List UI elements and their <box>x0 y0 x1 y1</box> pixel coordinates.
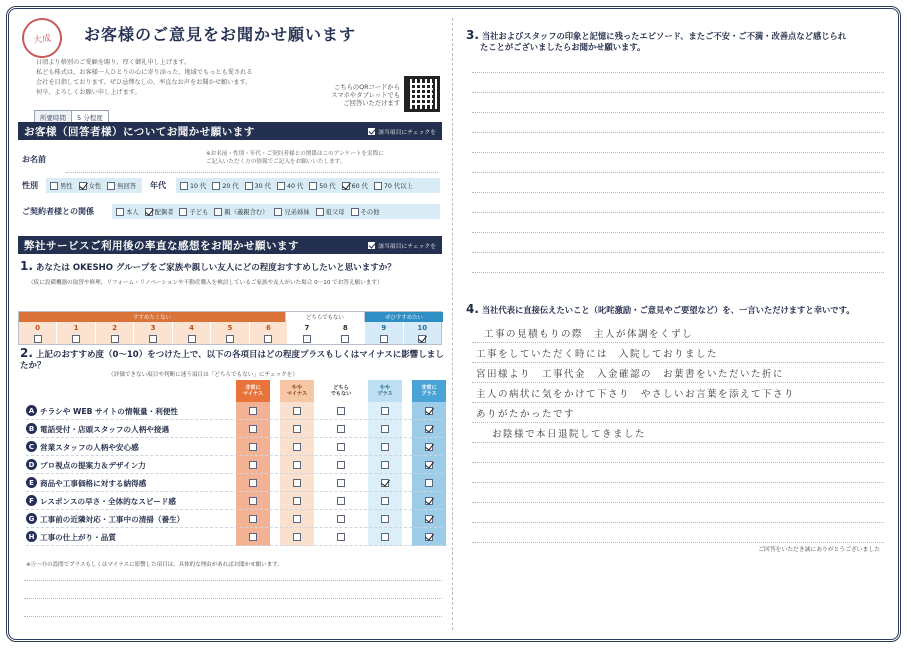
matrix-row <box>26 402 442 420</box>
scale-number: 6 <box>266 323 271 332</box>
answer-line[interactable] <box>472 362 884 363</box>
relation-checkbox[interactable] <box>145 208 153 216</box>
checkbox-icon <box>368 242 375 249</box>
matrix-column-header: 非常に プラス <box>412 380 446 402</box>
name-note <box>206 150 384 166</box>
age-option[interactable] <box>374 181 413 190</box>
row-label: 商品や工事価格に対する納得感 <box>40 479 147 488</box>
matrix-cell[interactable] <box>412 492 446 510</box>
scale-number: 9 <box>381 323 387 332</box>
answer-line[interactable] <box>472 482 884 483</box>
reason-line[interactable] <box>24 616 442 617</box>
matrix-cell[interactable] <box>412 456 446 474</box>
relation-option-label: 兄弟姉妹 <box>284 209 310 216</box>
intro-line: 日頃より格別のご愛顧を賜り、厚く御礼申し上げます。 <box>36 59 191 66</box>
matrix-cell[interactable] <box>280 420 314 438</box>
handwritten-line: お陰様で本日退院してきました <box>492 429 647 440</box>
matrix-cell[interactable] <box>280 510 314 528</box>
matrix-checkbox[interactable] <box>293 407 301 415</box>
matrix-checkbox[interactable] <box>425 407 433 415</box>
row-badge: H <box>26 531 37 542</box>
age-checkbox[interactable] <box>212 182 220 190</box>
matrix-checkbox[interactable] <box>249 497 257 505</box>
answer-line[interactable] <box>472 172 884 173</box>
gender-option-label: 無回答 <box>117 183 137 190</box>
scale-checkbox[interactable] <box>111 335 119 343</box>
impact-matrix <box>26 366 442 556</box>
age-checkbox[interactable] <box>309 182 317 190</box>
matrix-cell[interactable] <box>280 528 314 546</box>
relation-option[interactable] <box>316 207 345 216</box>
answer-line[interactable] <box>472 422 884 423</box>
scale-number: 5 <box>227 323 233 332</box>
check-note <box>368 127 436 136</box>
row-badge: G <box>26 513 37 524</box>
matrix-column-header: やや プラス <box>368 380 402 402</box>
q1-note: （仮に設備機器の取替や修理、リフォーム・リノベーションや不動産購入を検討しているご家族や友人がいた場合 0〜10 でお答え願います） <box>28 280 383 286</box>
check-note-text: 該当項目にチェックを <box>378 243 436 250</box>
scale-cells <box>19 322 441 344</box>
gender-option-label: 男性 <box>60 183 73 190</box>
q1-number: 1. <box>20 259 33 273</box>
matrix-row <box>26 510 442 528</box>
matrix-checkbox[interactable] <box>249 479 257 487</box>
qr-code-icon[interactable] <box>404 76 440 112</box>
q3-number: 3. <box>466 28 479 42</box>
age-option-label: 70 代以上 <box>383 183 413 190</box>
matrix-checkbox[interactable] <box>337 425 345 433</box>
matrix-checkbox[interactable] <box>293 515 301 523</box>
matrix-checkbox[interactable] <box>249 515 257 523</box>
matrix-checkbox[interactable] <box>381 425 389 433</box>
matrix-row <box>26 438 442 456</box>
matrix-cell[interactable] <box>236 528 270 546</box>
matrix-checkbox[interactable] <box>337 497 345 505</box>
scale-checkbox[interactable] <box>34 335 42 343</box>
q2-number: 2. <box>20 346 33 360</box>
column-divider <box>452 18 453 630</box>
intro-line: 会社を目指しております。ぜひ忌憚なしの、率直なお声をお聞かせ願います。 <box>36 79 252 86</box>
row-label: 電話受付・店頭スタッフの人柄や接遇 <box>40 425 170 434</box>
relation-checkbox[interactable] <box>316 208 324 216</box>
relation-checkbox[interactable] <box>116 208 124 216</box>
section1-header <box>18 122 442 140</box>
intro-line: 私ども株式は、お客様一人ひとりの心に寄り添った、地域でもっとも愛される <box>36 69 253 76</box>
matrix-checkbox[interactable] <box>337 443 345 451</box>
gender-checkbox[interactable] <box>50 182 58 190</box>
gender-options <box>46 178 142 193</box>
matrix-cell[interactable] <box>412 474 446 492</box>
name-label: お名前 <box>22 155 46 164</box>
scale-checkbox[interactable] <box>149 335 157 343</box>
matrix-checkbox[interactable] <box>381 461 389 469</box>
answer-line[interactable] <box>472 132 884 133</box>
company-seal: 大成 <box>19 15 64 60</box>
relation-option-label: 子ども <box>189 209 209 216</box>
answer-line[interactable] <box>472 152 884 153</box>
check-note-text: 該当項目にチェックを <box>378 129 436 136</box>
band-neutral: どちらでもない <box>285 312 365 322</box>
matrix-checkbox[interactable] <box>381 407 389 415</box>
name-note-line: ※お名前・性別・年代・ご契約者様との関係はこのアンケートを実際に <box>206 151 384 157</box>
page-title: お客様のご意見をお聞かせ願います <box>84 25 357 44</box>
row-label: 工事前の近隣対応・工事中の清掃（養生） <box>40 515 185 524</box>
gender-option[interactable] <box>107 181 136 190</box>
matrix-cell[interactable] <box>324 402 358 420</box>
age-option[interactable] <box>277 181 303 190</box>
handwritten-line: 宮田様より 工事代金 入金確認の お葉書をいただいた折に <box>476 369 785 380</box>
matrix-cell[interactable] <box>368 510 402 528</box>
gender-checkbox[interactable] <box>107 182 115 190</box>
closing-message: ご回答をいただき誠にありがとうございました <box>758 547 880 553</box>
handwritten-line: 工事の見積もりの際 主人が体調をくずし <box>484 329 694 340</box>
q4-text: 当社代表に直接伝えたいこと（叱咤激励・ご意見やご要望など）を、一言いただけますと幸いです。 <box>481 305 855 315</box>
age-option-label: 40 代 <box>286 183 304 190</box>
matrix-cell[interactable] <box>324 510 358 528</box>
relation-option[interactable] <box>179 207 208 216</box>
answer-line[interactable] <box>472 382 884 383</box>
section2-header <box>18 236 442 254</box>
matrix-checkbox[interactable] <box>425 425 433 433</box>
matrix-cell[interactable] <box>324 492 358 510</box>
age-option-label: 50 代 <box>319 183 336 190</box>
right-column <box>462 14 894 634</box>
reason-line[interactable] <box>24 580 442 581</box>
age-option-label: 30 代 <box>254 183 271 190</box>
matrix-cell[interactable] <box>368 474 402 492</box>
scale-number: 10 <box>417 323 428 332</box>
matrix-checkbox[interactable] <box>425 479 433 487</box>
matrix-checkbox[interactable] <box>425 461 433 469</box>
matrix-checkbox[interactable] <box>381 533 389 541</box>
matrix-cell[interactable] <box>280 438 314 456</box>
answer-line[interactable] <box>472 502 884 503</box>
matrix-cell[interactable] <box>412 528 446 546</box>
matrix-cell[interactable] <box>324 474 358 492</box>
matrix-cell[interactable] <box>324 456 358 474</box>
matrix-checkbox[interactable] <box>425 443 433 451</box>
q4-title <box>466 304 890 316</box>
handwritten-line: 主人の病状に気をかけて下さり やさしいお言葉を添えて下さり <box>476 389 796 400</box>
qr-instructions <box>310 84 400 108</box>
matrix-cell[interactable] <box>280 456 314 474</box>
answer-line[interactable] <box>472 212 884 213</box>
relation-checkbox[interactable] <box>214 208 222 216</box>
scale-number: 1 <box>73 323 79 332</box>
matrix-cell[interactable] <box>324 420 358 438</box>
scale-number: 0 <box>35 323 41 332</box>
scale-checkbox[interactable] <box>380 335 388 343</box>
relation-label: ご契約者様との関係 <box>22 207 94 216</box>
matrix-cell[interactable] <box>236 510 270 528</box>
matrix-column-header: どちら でもない <box>324 380 358 402</box>
relation-option[interactable] <box>214 207 268 216</box>
matrix-checkbox[interactable] <box>425 515 433 523</box>
scale-option[interactable] <box>250 322 288 344</box>
relation-option-label: 本人 <box>126 209 139 216</box>
matrix-cell[interactable] <box>412 420 446 438</box>
age-option[interactable] <box>212 181 238 190</box>
answer-line[interactable] <box>472 272 884 273</box>
q1-text: あなたは OKESHO グループをご家族や親しい友人にどの程度おすすめしたいと思いますか？ <box>35 263 396 273</box>
matrix-checkbox[interactable] <box>425 533 433 541</box>
band-recommend: ぜひすすめたい <box>365 312 443 322</box>
qr-line: こちらのQRコードから <box>333 84 400 91</box>
row-badge: D <box>26 459 37 470</box>
matrix-row <box>26 474 442 492</box>
matrix-cell[interactable] <box>412 402 446 420</box>
gender-option-label: 女性 <box>88 183 102 190</box>
scale-number: 2 <box>112 323 118 332</box>
left-column <box>16 14 444 634</box>
q2-note: （評価できない項目や判断に迷う項目は「どちらでもない」にチェックを） <box>108 372 298 378</box>
qr-line: スマホやタブレットでも <box>331 92 400 99</box>
scale-checkbox[interactable] <box>226 335 234 343</box>
handwritten-line: 工事をしていただく時には 入院しておりました <box>476 349 719 360</box>
matrix-cell[interactable] <box>368 438 402 456</box>
relation-option[interactable] <box>145 207 174 216</box>
relation-options <box>112 204 440 219</box>
matrix-checkbox[interactable] <box>293 497 301 505</box>
relation-checkbox[interactable] <box>274 208 282 216</box>
gender-option[interactable] <box>79 181 102 190</box>
name-line[interactable] <box>66 172 438 173</box>
matrix-column-header: やや マイナス <box>280 380 314 402</box>
matrix-checkbox[interactable] <box>337 515 345 523</box>
matrix-checkbox[interactable] <box>381 443 389 451</box>
matrix-checkbox[interactable] <box>293 425 301 433</box>
row-label: レスポンスの早さ・全体的なスピード感 <box>40 497 176 506</box>
age-option[interactable] <box>245 181 271 190</box>
matrix-checkbox[interactable] <box>337 479 345 487</box>
relation-option[interactable] <box>351 207 380 216</box>
matrix-row <box>26 492 442 510</box>
matrix-checkbox[interactable] <box>381 515 389 523</box>
answer-line[interactable] <box>472 72 884 73</box>
matrix-checkbox[interactable] <box>381 479 389 487</box>
scale-checkbox[interactable] <box>264 335 272 343</box>
row-label: チラシや WEB サイトの情報量・利便性 <box>40 407 179 416</box>
relation-option[interactable] <box>274 207 309 216</box>
scale-number: 8 <box>342 323 348 332</box>
matrix-cell[interactable] <box>280 402 314 420</box>
reason-note: ※Ⓐ〜Ⓗの設問でプラスもしくはマイナスに影響した項目は、具体的な理由があればお聞かせ願います。 <box>26 562 283 568</box>
scale-number: 3 <box>150 323 156 332</box>
matrix-cell[interactable] <box>368 456 402 474</box>
row-badge: F <box>26 495 37 506</box>
matrix-cell[interactable] <box>280 492 314 510</box>
age-checkbox[interactable] <box>180 182 188 190</box>
age-option-label: 10 代 <box>190 183 207 190</box>
answer-line[interactable] <box>472 232 884 233</box>
handwritten-line: ありがたかったです <box>476 409 576 420</box>
age-option-label: 60 代 <box>351 183 368 190</box>
answer-line[interactable] <box>472 402 884 403</box>
section1-title: お客様（回答者様）についてお聞かせ願います <box>24 125 255 138</box>
matrix-cell[interactable] <box>368 528 402 546</box>
scale-option[interactable] <box>211 322 249 344</box>
relation-option-label: 祖父母 <box>325 209 345 216</box>
matrix-cell[interactable] <box>236 420 270 438</box>
age-checkbox[interactable] <box>245 182 253 190</box>
name-note-line: ご記入いただく方の情報でご記入をお願いいたします。 <box>206 159 346 165</box>
answer-line[interactable] <box>472 192 884 193</box>
q2-text: 上記のおすすめ度（0〜10）をつけた上で、以下の各項目はどの程度プラスもしくはマイナスに影響しましたか？ <box>20 350 444 371</box>
matrix-cell[interactable] <box>236 492 270 510</box>
matrix-cell[interactable] <box>236 474 270 492</box>
matrix-checkbox[interactable] <box>381 497 389 505</box>
scale-number: 4 <box>189 323 194 332</box>
age-option[interactable] <box>309 181 335 190</box>
age-checkbox[interactable] <box>374 182 382 190</box>
matrix-checkbox[interactable] <box>293 443 301 451</box>
scale-option[interactable] <box>288 322 326 344</box>
relation-option[interactable] <box>116 207 139 216</box>
q4-number: 4. <box>466 302 479 316</box>
row-label: 工事の仕上がり・品質 <box>40 533 116 542</box>
matrix-checkbox[interactable] <box>249 533 257 541</box>
gender-label: 性別 <box>22 181 38 190</box>
section2-title: 弊社サービスご利用後の率直な感想をお聞かせ願います <box>24 239 299 252</box>
scale-option[interactable] <box>365 322 403 344</box>
band-not-recommend: すすめたくない <box>19 312 285 322</box>
matrix-cell[interactable] <box>368 420 402 438</box>
relation-checkbox[interactable] <box>351 208 359 216</box>
matrix-row <box>26 456 442 474</box>
answer-line[interactable] <box>472 442 884 443</box>
matrix-cell[interactable] <box>236 402 270 420</box>
matrix-column-header: 非常に マイナス <box>236 380 270 402</box>
age-option[interactable] <box>180 181 206 190</box>
q3-title <box>466 30 890 53</box>
qr-line: ご回答いただけます <box>343 100 400 107</box>
scale-option[interactable] <box>404 322 441 344</box>
matrix-checkbox[interactable] <box>425 497 433 505</box>
matrix-cell[interactable] <box>236 456 270 474</box>
scale-checkbox[interactable] <box>341 335 349 343</box>
matrix-checkbox[interactable] <box>337 461 345 469</box>
relation-option-label: 配偶者 <box>154 209 174 216</box>
row-label: プロ視点の提案力＆デザイン力 <box>40 461 146 470</box>
answer-line[interactable] <box>472 522 884 523</box>
age-option-label: 20 代 <box>222 183 239 190</box>
relation-option-label: 親（義親含む） <box>224 209 269 216</box>
age-checkbox[interactable] <box>342 182 350 190</box>
matrix-checkbox[interactable] <box>249 425 257 433</box>
matrix-checkbox[interactable] <box>293 479 301 487</box>
intro-text <box>36 58 304 98</box>
row-badge: C <box>26 441 37 452</box>
age-label: 年代 <box>150 181 166 190</box>
time-label: 所要時間 <box>35 111 72 124</box>
row-badge: E <box>26 477 37 488</box>
matrix-cell[interactable] <box>236 438 270 456</box>
scale-option[interactable] <box>96 322 134 344</box>
matrix-checkbox[interactable] <box>337 407 345 415</box>
q3-text-line: 当社およびスタッフの印象と記憶に残ったエピソード、またご不安・ご不満・改善点など感じられ <box>481 31 847 41</box>
answer-line[interactable] <box>472 252 884 253</box>
matrix-row <box>26 528 442 546</box>
answer-line[interactable] <box>472 112 884 113</box>
checkbox-icon <box>368 128 375 135</box>
matrix-cell[interactable] <box>324 438 358 456</box>
recommend-scale <box>18 311 442 345</box>
age-option[interactable] <box>342 181 368 190</box>
time-value: 5 分程度 <box>77 114 103 122</box>
scale-checkbox[interactable] <box>72 335 80 343</box>
scale-option[interactable] <box>57 322 95 344</box>
matrix-cell[interactable] <box>412 438 446 456</box>
matrix-checkbox[interactable] <box>249 407 257 415</box>
scale-checkbox[interactable] <box>303 335 311 343</box>
matrix-row <box>26 420 442 438</box>
row-label: 営業スタッフの人柄や安心感 <box>40 443 139 452</box>
scale-number: 7 <box>304 323 310 332</box>
age-options <box>176 178 440 193</box>
matrix-cell[interactable] <box>412 510 446 528</box>
relation-option-label: その他 <box>360 209 380 216</box>
matrix-checkbox[interactable] <box>337 533 345 541</box>
intro-line: 何卒、よろしくお願い申し上げます。 <box>36 89 141 96</box>
relation-checkbox[interactable] <box>179 208 187 216</box>
row-badge: A <box>26 405 37 416</box>
gender-checkbox[interactable] <box>79 182 87 190</box>
matrix-checkbox[interactable] <box>249 461 257 469</box>
gender-option[interactable] <box>50 181 73 190</box>
answer-line[interactable] <box>472 92 884 93</box>
matrix-checkbox[interactable] <box>249 443 257 451</box>
q1-title <box>20 261 444 274</box>
scale-option[interactable] <box>134 322 172 344</box>
answer-line[interactable] <box>472 462 884 463</box>
scale-option[interactable] <box>19 322 57 344</box>
scale-checkbox[interactable] <box>188 335 196 343</box>
matrix-cell[interactable] <box>280 474 314 492</box>
matrix-cell[interactable] <box>324 528 358 546</box>
row-badge: B <box>26 423 37 434</box>
answer-line[interactable] <box>472 342 884 343</box>
scale-option[interactable] <box>173 322 211 344</box>
reason-line[interactable] <box>24 598 442 599</box>
q3-text-line: たことがございましたらお聞かせ願います。 <box>480 42 646 52</box>
matrix-cell[interactable] <box>368 492 402 510</box>
age-checkbox[interactable] <box>277 182 285 190</box>
matrix-cell[interactable] <box>368 402 402 420</box>
matrix-checkbox[interactable] <box>293 461 301 469</box>
answer-line[interactable] <box>472 542 884 543</box>
matrix-checkbox[interactable] <box>293 533 301 541</box>
check-note <box>368 241 436 250</box>
scale-checkbox[interactable] <box>418 335 426 343</box>
scale-option[interactable] <box>327 322 365 344</box>
